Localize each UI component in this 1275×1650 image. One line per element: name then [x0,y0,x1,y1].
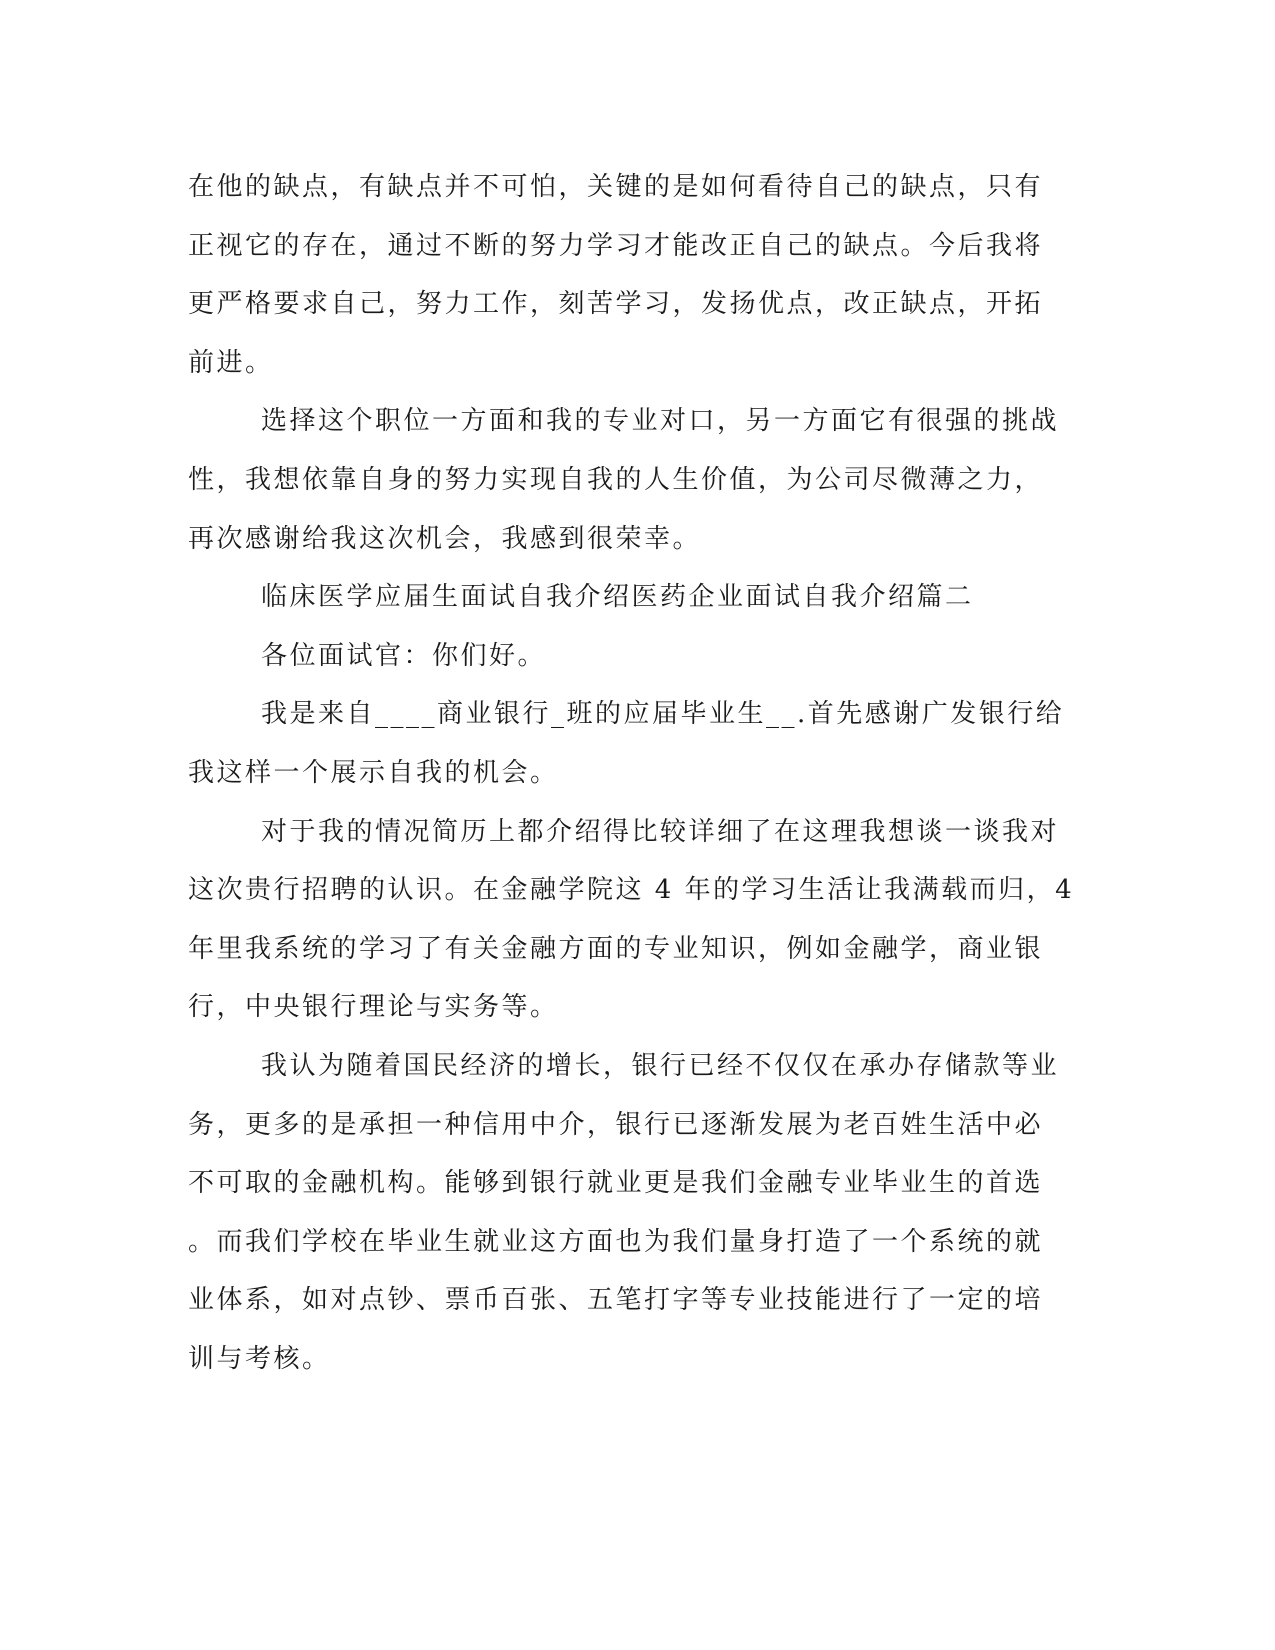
document-body [188,158,1075,1388]
paragraph-start-line: 各位面试官：你们好。 [261,640,547,671]
text-line: 业体系，如对点钞、票币百张、五笔打字等专业技能进行了一定的培 [188,1285,1044,1316]
text-line: 性，我想依靠自身的努力实现自我的人生价值，为公司尽微薄之力， [188,464,1044,495]
text-line: 行，中央银行理论与实务等。 [188,992,559,1023]
paragraph-start-line: 临床医学应届生面试自我介绍医药企业面试自我介绍篇二 [261,582,974,613]
text-line: 。而我们学校在毕业生就业这方面也为我们量身打造了一个系统的就 [188,1226,1044,1257]
text-line: 在他的缺点，有缺点并不可怕，关键的是如何看待自己的缺点，只有 [188,172,1044,202]
paragraph-start-line: 对于我的情况简历上都介绍得比较详细了在这理我想谈一谈我对 [261,816,1060,847]
paragraph-start-line: 选择这个职位一方面和我的专业对口，另一方面它有很强的挑战 [261,406,1060,437]
text-line: 务，更多的是承担一种信用中介，银行已逐渐发展为老百姓生活中必 [188,1109,1044,1140]
text-line: 年里我系统的学习了有关金融方面的专业知识，例如金融学，商业银 [188,933,1044,964]
text-line: 前进。 [188,347,274,378]
text-line: 这次贵行招聘的认识。在金融学院这 4 年的学习生活让我满载而归，4 [188,875,1075,906]
text-line: 我这样一个展示自我的机会。 [188,757,559,788]
text-line: 再次感谢给我这次机会，我感到很荣幸。 [188,523,702,554]
text-line: 更严格要求自己，努力工作，刻苦学习，发扬优点，改正缺点，开拓 [188,289,1044,320]
text-line: 训与考核。 [188,1343,331,1374]
paragraph-start-line: 我是来自____商业银行_班的应届毕业生__.首先感谢广发银行给 [261,699,1065,730]
paragraph-start-line: 我认为随着国民经济的增长，银行已经不仅仅在承办存储款等业 [261,1050,1060,1081]
text-line: 不可取的金融机构。能够到银行就业更是我们金融专业毕业生的首选 [188,1168,1044,1199]
text-line: 正视它的存在，通过不断的努力学习才能改正自己的缺点。今后我将 [188,230,1044,261]
